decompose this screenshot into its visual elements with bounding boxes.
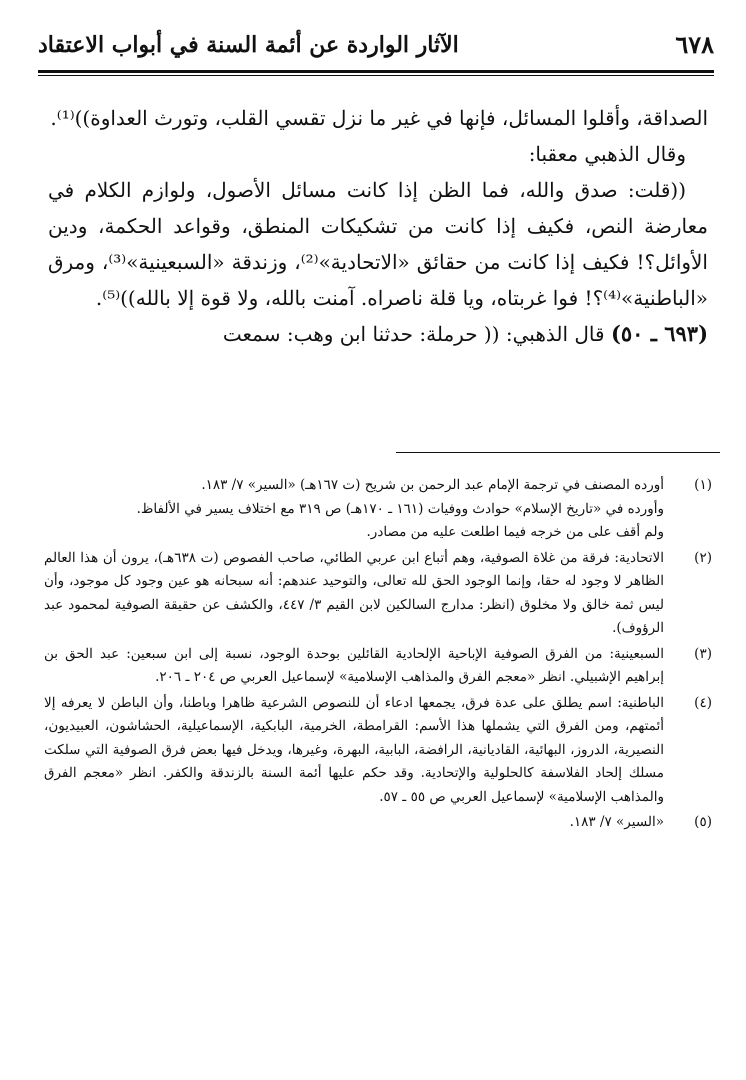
footnote-text: [44, 547, 664, 641]
athar-text: قال الذهبي: (( حرملة: حدثنا ابن وهب: سمعت: [222, 322, 605, 346]
paragraph-2: وقال الذهبي معقبا:: [528, 142, 686, 166]
footnote: [44, 692, 716, 810]
footnote-mark: (١): [694, 477, 712, 493]
footnote-line: الباطنية: اسم يطلق على عدة فرق، يجمعها ادعاء أن للنصوص الشرعية ظاهرا وباطنا، وأن الباطن لا يعرفه إلا أئمتهم، ومن الفرق التي يشملها هذا الأسم: القرامطة، الخرمية، البابكية، الإسماعيلية، الحشاشون، العبيديون، النصيرية، الدروز، البهائية، القاديانية، الرافضة، البابية، البهرة، وغيرها، ويدخل فيها بعض فرق الصوفية التي سلكت مسلك إلحاد الفلاسفة كالحلولية والإتحادية. وقد حكم عليها أئمة السنة بالزندقة والكفر. انظر «معجم الفرق والمذاهب الإسلامية» لإسماعيل العربي ص ٥٥ ـ ٥٧.: [44, 694, 664, 805]
footnote-mark: (٣): [694, 645, 712, 662]
footnote: [44, 547, 716, 641]
footnote-text: [44, 474, 664, 545]
footnote-line: وأورده في «تاريخ الإسلام» حوادث ووفيات (١٦١ ـ ١٧٠هـ) ص ٣١٩ مع اختلاف يسير في الألفاظ.: [136, 500, 664, 517]
header-rule: [38, 70, 714, 73]
paragraph-3: ((قلت: صدق والله، فما الظن إذا كانت مسائل الأصول، ولوازم الكلام في معارضة النص، فكيف إذا كانت من تشكيكات المنطق، وقواعد الحكمة، ودين الأوائل؟! فكيف إذا كانت من حقائق «الاتحادية»⁽²⁾، وزندقة «السبعينية»⁽³⁾، ومرق «الباطنية»⁽⁴⁾؟! فوا غربتاه، ويا قلة ناصراه. آمنت بالله، ولا قوة إلا بالله))⁽⁵⁾.: [48, 178, 708, 310]
footnote-text: [44, 811, 664, 835]
athar-number: (٦٩٣ ـ ٥٠): [610, 321, 708, 346]
header-rule-thin: [38, 75, 714, 76]
footnote-mark: (٢): [694, 549, 712, 566]
footnote-line: «السير» ٧/ ١٨٣.: [569, 814, 664, 830]
footnote: [44, 474, 716, 545]
page-header: [38, 26, 714, 66]
footnote: [44, 811, 716, 835]
footnotes: [44, 474, 716, 837]
footnote: [44, 643, 716, 690]
paragraph-4: [48, 316, 708, 352]
footnote-text: [44, 692, 664, 810]
footnote-line: ولم أقف على من خرجه فيما اطلعت عليه من مصادر.: [366, 524, 664, 540]
footnote-line: الاتحادية: فرقة من غلاة الصوفية، وهم أتباع ابن عربي الطائي، صاحب الفصوص (ت ٦٣٨هـ)، يرون أن هذا العالم الظاهر لا وجود له حقا، وإنما الوجود الحق لله تعالى، والتوحيد عندهم: أنه سبحانه هو عين وجود كل موجود، وأن ليس ثمة خالق ولا مخلوق (انظر: مدارج السالكين لابن القيم ٣/ ٤٤٧، والكشف عن حقيقة الصوفية لمحمود عبد الرؤوف).: [44, 549, 664, 636]
main-text: [48, 100, 708, 352]
footnote-separator: [396, 452, 720, 453]
footnote-mark: (٤): [694, 694, 712, 711]
footnote-line: أورده المصنف في ترجمة الإمام عبد الرحمن بن شريح (ت ١٦٧هـ) «السير» ٧/ ١٨٣.: [201, 477, 664, 493]
footnote-line: السبعينية: من الفرق الصوفية الإباحية الإلحادية القائلين بوحدة الوجود، نسبة إلى ابن سبعين: عبد الحق بن إبراهيم الإشبيلي. انظر «معجم الفرق والمذاهب الإسلامية» لإسماعيل العربي ص ٢٠٤ ـ ٢٠٦.: [44, 645, 664, 685]
paragraph-1: الصداقة، وأقلوا المسائل، فإنها في غير ما نزل تقسي القلب، وتورث العداوة))⁽¹⁾.: [50, 106, 708, 130]
page-number: ٦٧٨: [675, 30, 714, 59]
footnote-text: [44, 643, 664, 690]
running-title: الآثار الواردة عن أئمة السنة في أبواب الاعتقاد: [38, 32, 459, 58]
footnote-mark: (٥): [694, 814, 712, 830]
